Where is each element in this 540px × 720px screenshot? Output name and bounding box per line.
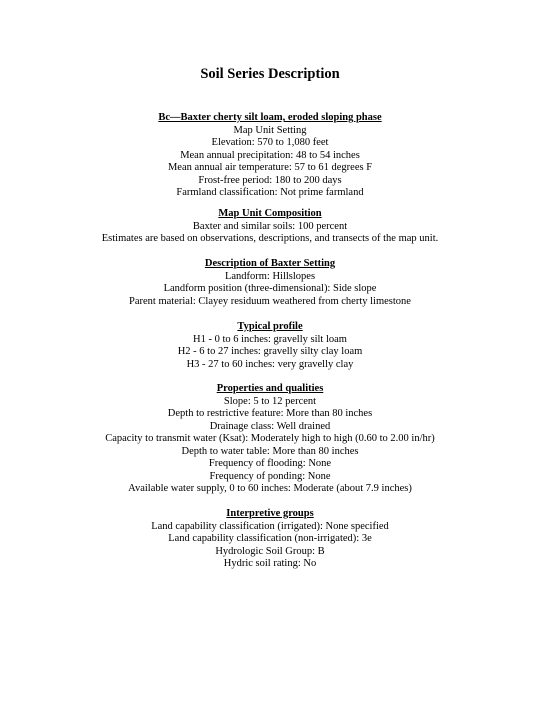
section-line: Map Unit Setting [233,124,307,136]
section-typical-profile [0,321,540,371]
section-line: Mean annual air temperature: 57 to 61 degrees F [167,162,373,173]
section-line: Land capability classification (non-irrigated): 3e [168,533,372,544]
section-map-unit [0,112,540,200]
section-line: H1 - 0 to 6 inches: gravelly silt loam [193,333,347,345]
section-heading: Description of Baxter Setting [204,258,336,269]
section-line: Slope: 5 to 12 percent [223,395,317,407]
section-line: Available water supply, 0 to 60 inches: Moderate (about 7.9 inches) [128,483,412,494]
section-line: Hydrologic Soil Group: B [215,545,325,557]
section-line: Land capability classification (irrigated): None specified [151,520,389,532]
section-line: Frost-free period: 180 to 200 days [198,174,342,186]
section-line: Farmland classification: Not prime farmland [176,187,364,198]
document-title: Soil Series Description [200,66,340,82]
section-line: Parent material: Clayey residuum weathered from cherty limestone [129,295,411,307]
section-baxter-setting [0,258,540,308]
section-properties [0,383,540,496]
section-heading: Map Unit Composition [218,208,322,219]
section-line: Baxter and similar soils: 100 percent [192,220,348,232]
section-line: Mean annual precipitation: 48 to 54 inches [180,149,360,161]
section-line: Depth to restrictive feature: More than 80 inches [167,408,373,419]
section-line: Landform position (three-dimensional): Side slope [163,283,377,294]
section-line: Depth to water table: More than 80 inches [181,445,359,457]
section-map-unit-composition [0,208,540,246]
section-heading: Properties and qualities [216,383,324,394]
section-line: Landform: Hillslopes [224,270,316,282]
section-line: Capacity to transmit water (Ksat): Moderately high to high (0.60 to 2.00 in/hr) [105,433,435,444]
section-line: H2 - 6 to 27 inches: gravelly silty clay loam [177,346,363,357]
section-heading: Bc—Baxter cherty silt loam, eroded sloping phase [158,112,382,123]
section-line: Drainage class: Well drained [209,420,331,432]
section-line: H3 - 27 to 60 inches: very gravelly clay [186,358,354,370]
section-line: Estimates are based on observations, descriptions, and transects of the map unit. [101,233,439,244]
section-heading: Interpretive groups [226,508,314,519]
section-line: Frequency of ponding: None [209,470,331,482]
section-interpretive-groups [0,508,540,571]
section-heading: Typical profile [237,321,303,332]
section-line: Frequency of flooding: None [208,458,332,469]
section-line: Elevation: 570 to 1,080 feet [211,137,329,148]
section-line: Hydric soil rating: No [223,558,317,569]
